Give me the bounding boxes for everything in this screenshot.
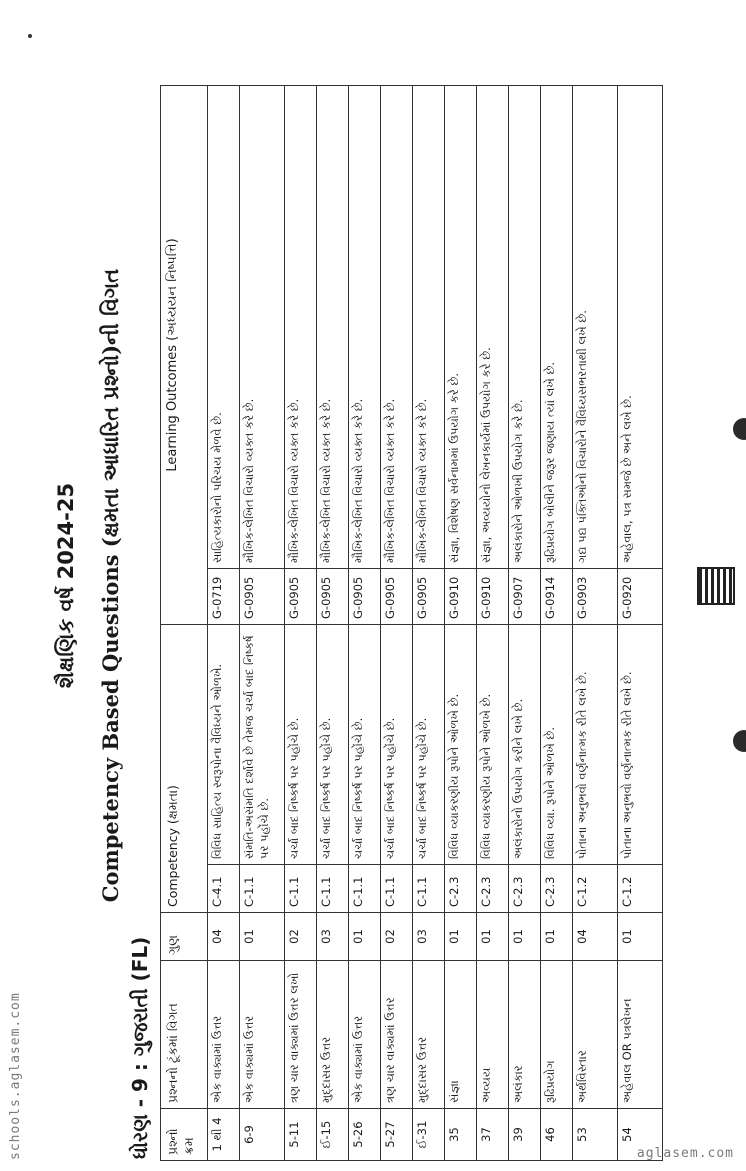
competency-code: C-1.2 (618, 865, 663, 913)
competency-text: અલંકારોનો ઉપયોગ કરીને લખે છે. (509, 624, 541, 864)
lo-code: G-0910 (477, 568, 509, 624)
lo-text: મૌખિક-લેખિત વિચારો વ્યક્ત કરે છે. (240, 85, 285, 568)
lo-code: G-0905 (240, 568, 285, 624)
competency-code: C-1.2 (573, 865, 618, 913)
question-detail: એક વાક્યમાં ઉત્તર (208, 961, 240, 1109)
table-row (240, 85, 285, 1160)
competency-text: વિવિધ વ્યાકરણીય રૂપોને ઓળખે છે. (477, 624, 509, 864)
competency-text: વિવિધ વ્યા. રૂપોને ઓળખે છે. (541, 624, 573, 864)
lo-code: G-0905 (413, 568, 445, 624)
question-detail: રૂઢિપ્રયોગ (541, 961, 573, 1109)
question-no: 37 (477, 1109, 509, 1161)
lo-text: મૌખિક-લેખિત વિચારો વ્યક્ત કરે છે. (413, 85, 445, 568)
competency-text: ચર્ચા બાદ નિષ્કર્ષ પર પહોંચે છે. (381, 624, 413, 864)
table-row (541, 85, 573, 1160)
lo-text: અલંકારોને ઓળખી ઉપયોગ કરે છે. (509, 85, 541, 568)
table-row (317, 85, 349, 1160)
question-no: 5-27 (381, 1109, 413, 1161)
question-detail: ત્રણ ચાર વાક્યમાં ઉત્તર (381, 961, 413, 1109)
question-detail: એક વાક્યમાં ઉત્તર (349, 961, 381, 1109)
marks: 01 (445, 913, 477, 961)
table-row (618, 85, 663, 1160)
question-no: ઈ-31 (413, 1109, 445, 1161)
lo-text: અહેવાલ, પત્ર સમજે છે અને લખે છે. (618, 85, 663, 568)
lo-code: G-0905 (285, 568, 317, 624)
table-row (477, 85, 509, 1160)
lo-text: ગદ્ય પદ્ય પંક્તિઓનો વિચારોને વૈવિધ્યસભરતાથી લખે છે. (573, 85, 618, 568)
competency-text: પોતાના અનુભવો વર્ણનાત્મક રીતે લખે છે. (573, 624, 618, 864)
question-detail: એક વાક્યમાં ઉત્તર (240, 961, 285, 1109)
lo-code: G-0905 (317, 568, 349, 624)
lo-code: G-0905 (349, 568, 381, 624)
marks: 02 (285, 913, 317, 961)
competency-text: પોતાના અનુભવો વર્ણનાત્મક રીતે લખે છે. (618, 624, 663, 864)
lo-text: મૌખિક-લેખિત વિચારો વ્યક્ત કરે છે. (317, 85, 349, 568)
competency-text: ચર્ચા બાદ નિષ્કર્ષ પર પહોંચે છે. (349, 624, 381, 864)
lo-code: G-0719 (208, 568, 240, 624)
question-detail: મુદ્દાસર ઉત્તર (317, 961, 349, 1109)
watermark-left: schools.aglasem.com (8, 992, 23, 1160)
competency-code: C-1.1 (349, 865, 381, 913)
question-no: 1 થી 4 (208, 1109, 240, 1161)
competency-table (160, 85, 663, 1161)
marks: 03 (413, 913, 445, 961)
question-detail: અલંકાર (509, 961, 541, 1109)
competency-code: C-1.1 (317, 865, 349, 913)
question-no: 39 (509, 1109, 541, 1161)
question-detail: ત્રણ ચાર વાક્યમાં ઉત્તર લખો (285, 961, 317, 1109)
competency-text: વિવિધ વ્યાકરણીય રૂપોને ઓળખે છે. (445, 624, 477, 864)
question-detail: સંજ્ઞા (445, 961, 477, 1109)
table-row (381, 85, 413, 1160)
col-marks: ગુણ (161, 913, 208, 961)
marks: 01 (618, 913, 663, 961)
table-row (413, 85, 445, 1160)
table-row (573, 85, 618, 1160)
question-no: ઈ-15 (317, 1109, 349, 1161)
academic-year-heading: શૈક્ષણિક વર્ષ 2024-25 (54, 482, 78, 689)
lo-code: G-0907 (509, 568, 541, 624)
lo-code: G-0914 (541, 568, 573, 624)
document-title: Competency Based Questions (ક્ષમતા આધારિત પ્રશ્નો)ની વિગત (98, 268, 123, 903)
question-detail: મુદ્દાસર ઉત્તર (413, 961, 445, 1109)
competency-code: C-2.3 (477, 865, 509, 913)
competency-text: સંમતિ-અસંમતિ દર્શાવે છે તેમજ ચર્ચા બાદ નિષ્કર્ષ પર પહોંચે છે. (240, 624, 285, 864)
marks: 01 (477, 913, 509, 961)
lo-text: સંજ્ઞા, અવ્યયોનો લેખનકાર્યમાં ઉપયોગ કરે છે. (477, 85, 509, 568)
competency-code: C-1.1 (413, 865, 445, 913)
col-question-no: પ્રશ્નો ક્રમ (161, 1109, 208, 1161)
competency-code: C-2.3 (541, 865, 573, 913)
competency-text: વિવિધ સાહિત્ય સ્વરૂપોના વૈવિધ્યને ઓળખે. (208, 624, 240, 864)
question-no: 54 (618, 1109, 663, 1161)
lo-code: G-0920 (618, 568, 663, 624)
question-no: 46 (541, 1109, 573, 1161)
col-competency: Competency (ક્ષમતા) (161, 624, 208, 912)
competency-code: C-4.1 (208, 865, 240, 913)
marks: 01 (541, 913, 573, 961)
marks: 01 (509, 913, 541, 961)
lo-text: મૌખિક-લેખિત વિચારો વ્યક્ત કરે છે. (349, 85, 381, 568)
lo-text: રૂઢિપ્રયોગ બોલીને જરૂર જણાય ત્યાં લખે છે. (541, 85, 573, 568)
question-no: 5-11 (285, 1109, 317, 1161)
table-row (208, 85, 240, 1160)
marks: 04 (573, 913, 618, 961)
question-detail: અહેવાલ OR પત્રલેખન (618, 961, 663, 1109)
lo-text: સાહિત્યકારોનો પરિચય મેળવે છે. (208, 85, 240, 568)
question-detail: અર્થવિસ્તાર (573, 961, 618, 1109)
marks: 02 (381, 913, 413, 961)
table-header-row (161, 85, 208, 1160)
lo-text: મૌખિક-લેખિત વિચારો વ્યક્ત કરે છે. (285, 85, 317, 568)
competency-text: ચર્ચા બાદ નિષ્કર્ષ પર પહોંચે છે. (317, 624, 349, 864)
marks: 03 (317, 913, 349, 961)
class-subject-heading: ધોરણ - 9 : ગુજરાતી (FL) (128, 936, 152, 1159)
competency-code: C-2.3 (509, 865, 541, 913)
table-row (509, 85, 541, 1160)
lo-code: G-0905 (381, 568, 413, 624)
competency-text: ચર્ચા બાદ નિષ્કર્ષ પર પહોંચે છે. (285, 624, 317, 864)
table-row (445, 85, 477, 1160)
competency-code: C-2.3 (445, 865, 477, 913)
lo-code: G-0903 (573, 568, 618, 624)
marks: 01 (349, 913, 381, 961)
question-no: 35 (445, 1109, 477, 1161)
competency-code: C-1.1 (381, 865, 413, 913)
col-learning-outcomes: Learning Outcomes (અધ્યયન નિષ્પત્તિ) (161, 85, 208, 624)
question-no: 5-26 (349, 1109, 381, 1161)
marks: 01 (240, 913, 285, 961)
watermark-right: aglasem.com (636, 1146, 734, 1161)
marks: 04 (208, 913, 240, 961)
lo-text: મૌખિક-લેખિત વિચારો વ્યક્ત કરે છે. (381, 85, 413, 568)
question-no: 6-9 (240, 1109, 285, 1161)
table-row (285, 85, 317, 1160)
competency-text: ચર્ચા બાદ નિષ્કર્ષ પર પહોંચે છે. (413, 624, 445, 864)
table-row (349, 85, 381, 1160)
lo-text: સંજ્ઞા, વિશેષણ સર્વનામમાં ઉપયોગ કરે છે. (445, 85, 477, 568)
competency-code: C-1.1 (240, 865, 285, 913)
lo-code: G-0910 (445, 568, 477, 624)
col-detail: પ્રશ્નનો ટૂંકમાં વિગત (161, 961, 208, 1109)
competency-code: C-1.1 (285, 865, 317, 913)
question-no: 53 (573, 1109, 618, 1161)
question-detail: અવ્યય (477, 961, 509, 1109)
